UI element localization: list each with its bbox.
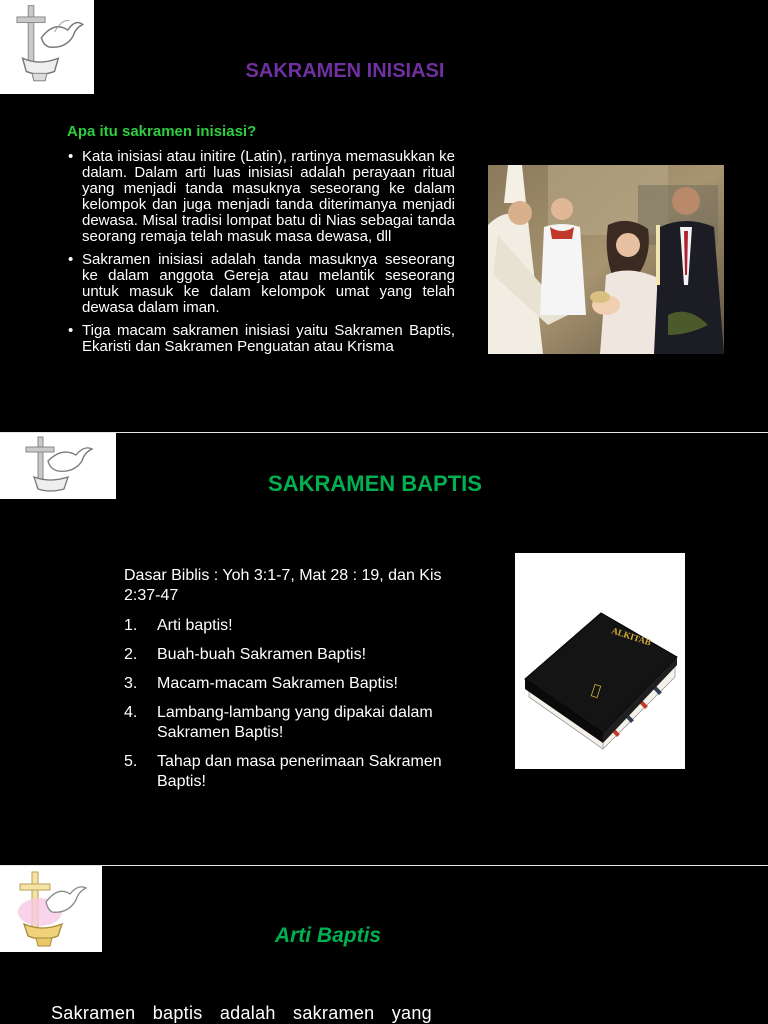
body-text: Sakramen baptis adalah sakramen yang xyxy=(51,1003,432,1023)
list-item: 1. Arti baptis! xyxy=(124,617,233,634)
cross-dove-font-icon xyxy=(0,866,102,952)
numbered-list xyxy=(124,616,474,801)
bullet-item: • Sakramen inisiasi adalah tanda masuknya seseorang ke dalam anggota Gereja atau melantik seseorang untuk masuk ke dalam kelompok umat yang telah dewasa dalam iman. xyxy=(68,252,455,316)
slide-title: SAKRAMEN INISIASI xyxy=(245,60,445,82)
biblical-basis: Dasar Biblis : Yoh 3:1-7, Mat 28 : 19, dan Kis 2:37-47 xyxy=(124,567,442,604)
cross-dove-font-icon xyxy=(0,433,116,499)
slide-arti-baptis xyxy=(0,866,768,1024)
bullet-item: • Tiga macam sakramen inisiasi yaitu Sakramen Baptis, Ekaristi dan Sakramen Penguatan atau Krisma xyxy=(68,323,455,355)
list-item: 5. Tahap dan masa penerimaan Sakramen Baptis! xyxy=(124,753,442,790)
book-title: ALKITAB xyxy=(610,625,653,648)
slide-sakramen-baptis xyxy=(0,433,768,865)
slide-subtitle: Apa itu sakramen inisiasi? xyxy=(67,123,257,140)
bullet-list xyxy=(68,149,455,362)
slide-sakramen-inisiasi xyxy=(0,0,768,432)
list-item: 4. Lambang-lambang yang dipakai dalam Sakramen Baptis! xyxy=(124,704,433,741)
cross-dove-font-icon xyxy=(0,0,94,94)
slide-title: Arti Baptis xyxy=(274,924,382,947)
bible-book xyxy=(515,553,685,769)
bullet-item: • Kata inisiasi atau initire (Latin), rartinya memasukkan ke dalam. Dalam arti luas inisiasi adalah perayaan ritual yang menjadi tanda masuknya seseorang ke dalam kelompok dan juga menjadi tanda diterimanya menjadi dewasa. Misal tradisi lompat batu di Nias sebagai tanda seorang remaja telah masuk masa dewasa, dll xyxy=(68,149,455,245)
list-item: 3. Macam-macam Sakramen Baptis! xyxy=(124,675,398,692)
slide-title: SAKRAMEN BAPTIS xyxy=(268,471,482,496)
baptism-photo xyxy=(488,165,724,354)
list-item: 2. Buah-buah Sakramen Baptis! xyxy=(124,646,367,663)
